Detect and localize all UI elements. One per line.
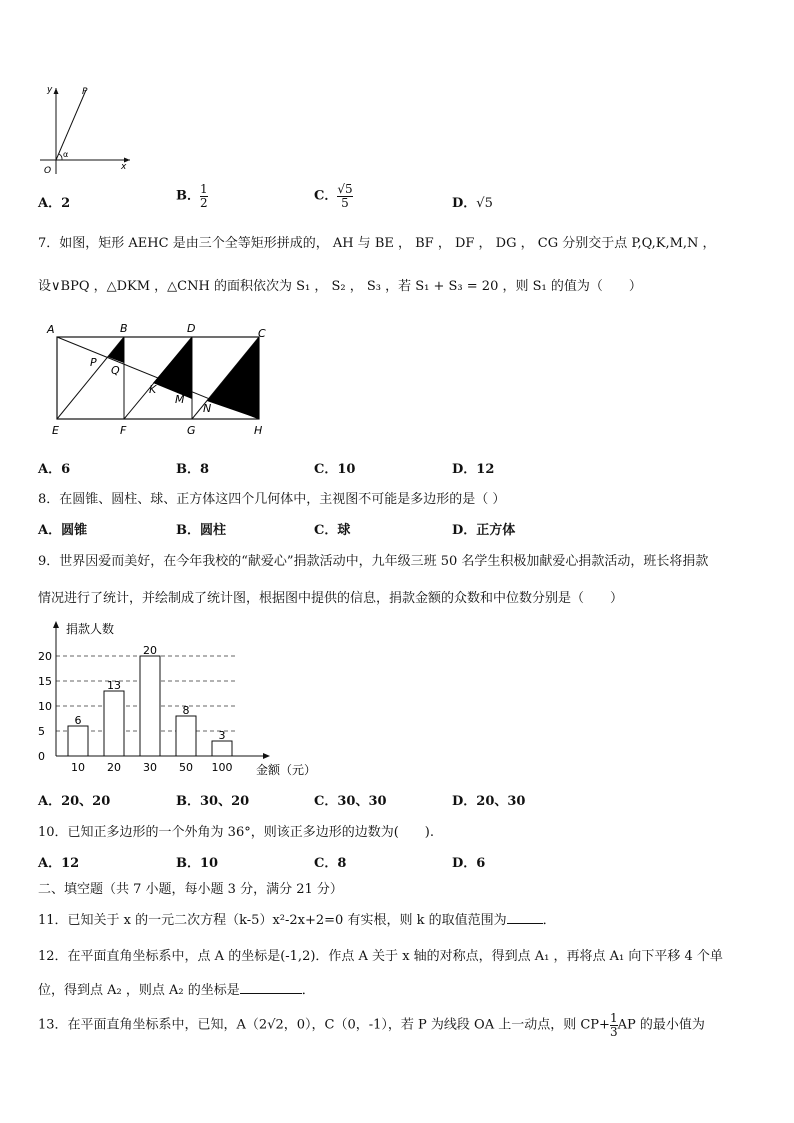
y-tick-label: 0: [38, 750, 45, 763]
q10-text: 10．已知正多边形的一个外角为 36°，则该正多边形的边数为( ).: [38, 825, 434, 840]
q6-option-a: A．2: [38, 196, 71, 211]
x-tick-label: 30: [143, 761, 157, 774]
section-2-heading: 二、填空题（共 7 小题，每小题 3 分，满分 21 分）: [38, 882, 343, 897]
q11-answer-blank[interactable]: [507, 923, 543, 924]
q9-line2: 情况进行了统计，并绘制成了统计图，根据图中提供的信息，捐款金额的众数和中位数分别是（ ）: [38, 591, 624, 606]
q10-option-d: D．6: [452, 856, 486, 871]
triangle-dkm: [153, 337, 192, 399]
label-k: K: [149, 383, 157, 396]
q10-option-a: A．12: [38, 856, 80, 871]
bar: [104, 691, 124, 756]
q6-option-c-letter: C．: [314, 188, 338, 204]
bar-value-label: 6: [74, 714, 82, 727]
q11: [38, 909, 556, 928]
bar: [140, 656, 160, 756]
y-tick-label: 10: [38, 700, 52, 713]
label-g: G: [187, 424, 196, 437]
label-c: C: [258, 327, 266, 340]
q7-line2: 设∨BPQ ，△DKM ，△CNH 的面积依次为 S₁ ， S₂ ， S₃ ，若 S₁ + S₃ = 20 ，则 S₁ 的值为（ ）: [38, 279, 642, 294]
x-tick-label: 10: [71, 761, 85, 774]
x-tick-label: 50: [179, 761, 193, 774]
q8-option-b: B．圆柱: [176, 523, 226, 538]
q12-end: ．: [301, 983, 315, 998]
label-e: E: [52, 424, 59, 437]
q7-option-a: A．6: [38, 462, 71, 477]
q13-numerator: 1: [609, 1011, 618, 1025]
x-tick-label: 20: [107, 761, 121, 774]
q9-option-b: B．30、20: [176, 794, 250, 809]
q13: [38, 1012, 705, 1038]
q6-option-c: [314, 183, 353, 209]
q8-option-a: A．圆锥: [38, 523, 88, 538]
q9-option-a: A．20、20: [38, 794, 111, 809]
x-axis-arrow: [263, 753, 270, 759]
label-p: P: [90, 356, 97, 369]
rectangle-figure: [40, 320, 280, 440]
bar: [176, 716, 196, 756]
axis-x-label: x: [121, 162, 127, 172]
q13-denominator: 3: [609, 1024, 618, 1039]
q10-option-c: C．8: [314, 856, 347, 871]
q7-option-d: D．12: [452, 462, 495, 477]
q8-option-c: C．球: [314, 523, 351, 538]
q9-line1: 9．世界因爱而美好，在今年我校的“献爱心”捐款活动中，九年级三班 50 名学生积极加献爱心捐款活动，班长将捐款: [38, 554, 709, 569]
bar: [212, 741, 232, 756]
label-n: N: [203, 402, 212, 415]
q6-option-b-letter: B．: [176, 188, 200, 204]
label-q: Q: [111, 364, 120, 377]
x-axis-title: 金额（元）: [256, 763, 317, 777]
y-tick-label: 5: [38, 725, 45, 738]
q12-line1: 12．在平面直角坐标系中，点 A 的坐标是(-1,2)．作点 A 关于 x 轴的对称点，得到点 A₁ ，再将点 A₁ 向下平移 4 个单: [38, 949, 723, 964]
alpha-label: α: [63, 150, 69, 159]
q6-b-numerator: 1: [200, 182, 208, 196]
q6-c-numerator: √5: [337, 182, 353, 196]
q12-answer-blank[interactable]: [240, 993, 302, 994]
angle-figure: [34, 82, 134, 177]
q6-c-denominator: 5: [341, 195, 349, 210]
origin-label: O: [44, 166, 52, 176]
y-tick-label: 15: [38, 675, 52, 688]
q6-option-b: [176, 183, 208, 209]
donation-bar-chart: [30, 616, 330, 786]
q6-option-d: [452, 192, 493, 211]
y-tick-label: 20: [38, 650, 52, 663]
q11-text: 11．已知关于 x 的一元二次方程（k-5）x²-2x+2=0 有实根，则 k 的取值范围为: [38, 913, 507, 928]
label-m: M: [175, 393, 185, 406]
q12-line2: [38, 979, 315, 998]
label-a: A: [47, 323, 55, 336]
q7-option-c: C．10: [314, 462, 356, 477]
q12-line2-text: 位，得到点 A₂ ，则点 A₂ 的坐标是: [38, 983, 240, 998]
bar-value-label: 3: [218, 729, 226, 742]
q7-option-b: B．8: [176, 462, 210, 477]
q10-option-b: B．10: [176, 856, 219, 871]
label-b: B: [120, 322, 128, 335]
label-f: F: [120, 424, 127, 437]
bar-value-label: 8: [182, 704, 190, 717]
q13-text-pre: 13．在平面直角坐标系中，已知，A（2√2，0），C（0，-1），若 P 为线段 OA 上一动点，则 CP+: [38, 1017, 610, 1033]
label-d: D: [187, 322, 196, 335]
axis-y-label: y: [47, 85, 53, 95]
point-p-label: P: [82, 87, 88, 97]
q6-d-value: √5: [476, 196, 493, 211]
x-tick-label: 100: [211, 761, 233, 774]
q13-text-post: AP 的最小值为: [617, 1017, 705, 1033]
bar: [68, 726, 88, 756]
triangle-cnh: [207, 337, 259, 419]
q6-option-d-letter: D．: [452, 196, 477, 211]
q7-line1: 7．如图，矩形 AEHC 是由三个全等矩形拼成的， AH 与 BE ， BF ， DF ， DG ， CG 分别交于点 P,Q,K,M,N ，: [38, 236, 716, 251]
q9-option-c: C．30、30: [314, 794, 387, 809]
q8-option-d: D．正方体: [452, 523, 516, 538]
label-h: H: [254, 424, 263, 437]
y-axis-title: 捐款人数: [66, 622, 115, 636]
q8-text: 8．在圆锥、圆柱、球、正方体这四个几何体中，主视图不可能是多边形的是（ ）: [38, 492, 506, 507]
y-axis-arrow: [53, 621, 59, 628]
bar-value-label: 13: [107, 679, 121, 692]
q11-end: ．: [542, 913, 556, 928]
q9-option-d: D．20、30: [452, 794, 526, 809]
q6-b-denominator: 2: [200, 195, 208, 210]
bar-value-label: 20: [143, 644, 157, 657]
